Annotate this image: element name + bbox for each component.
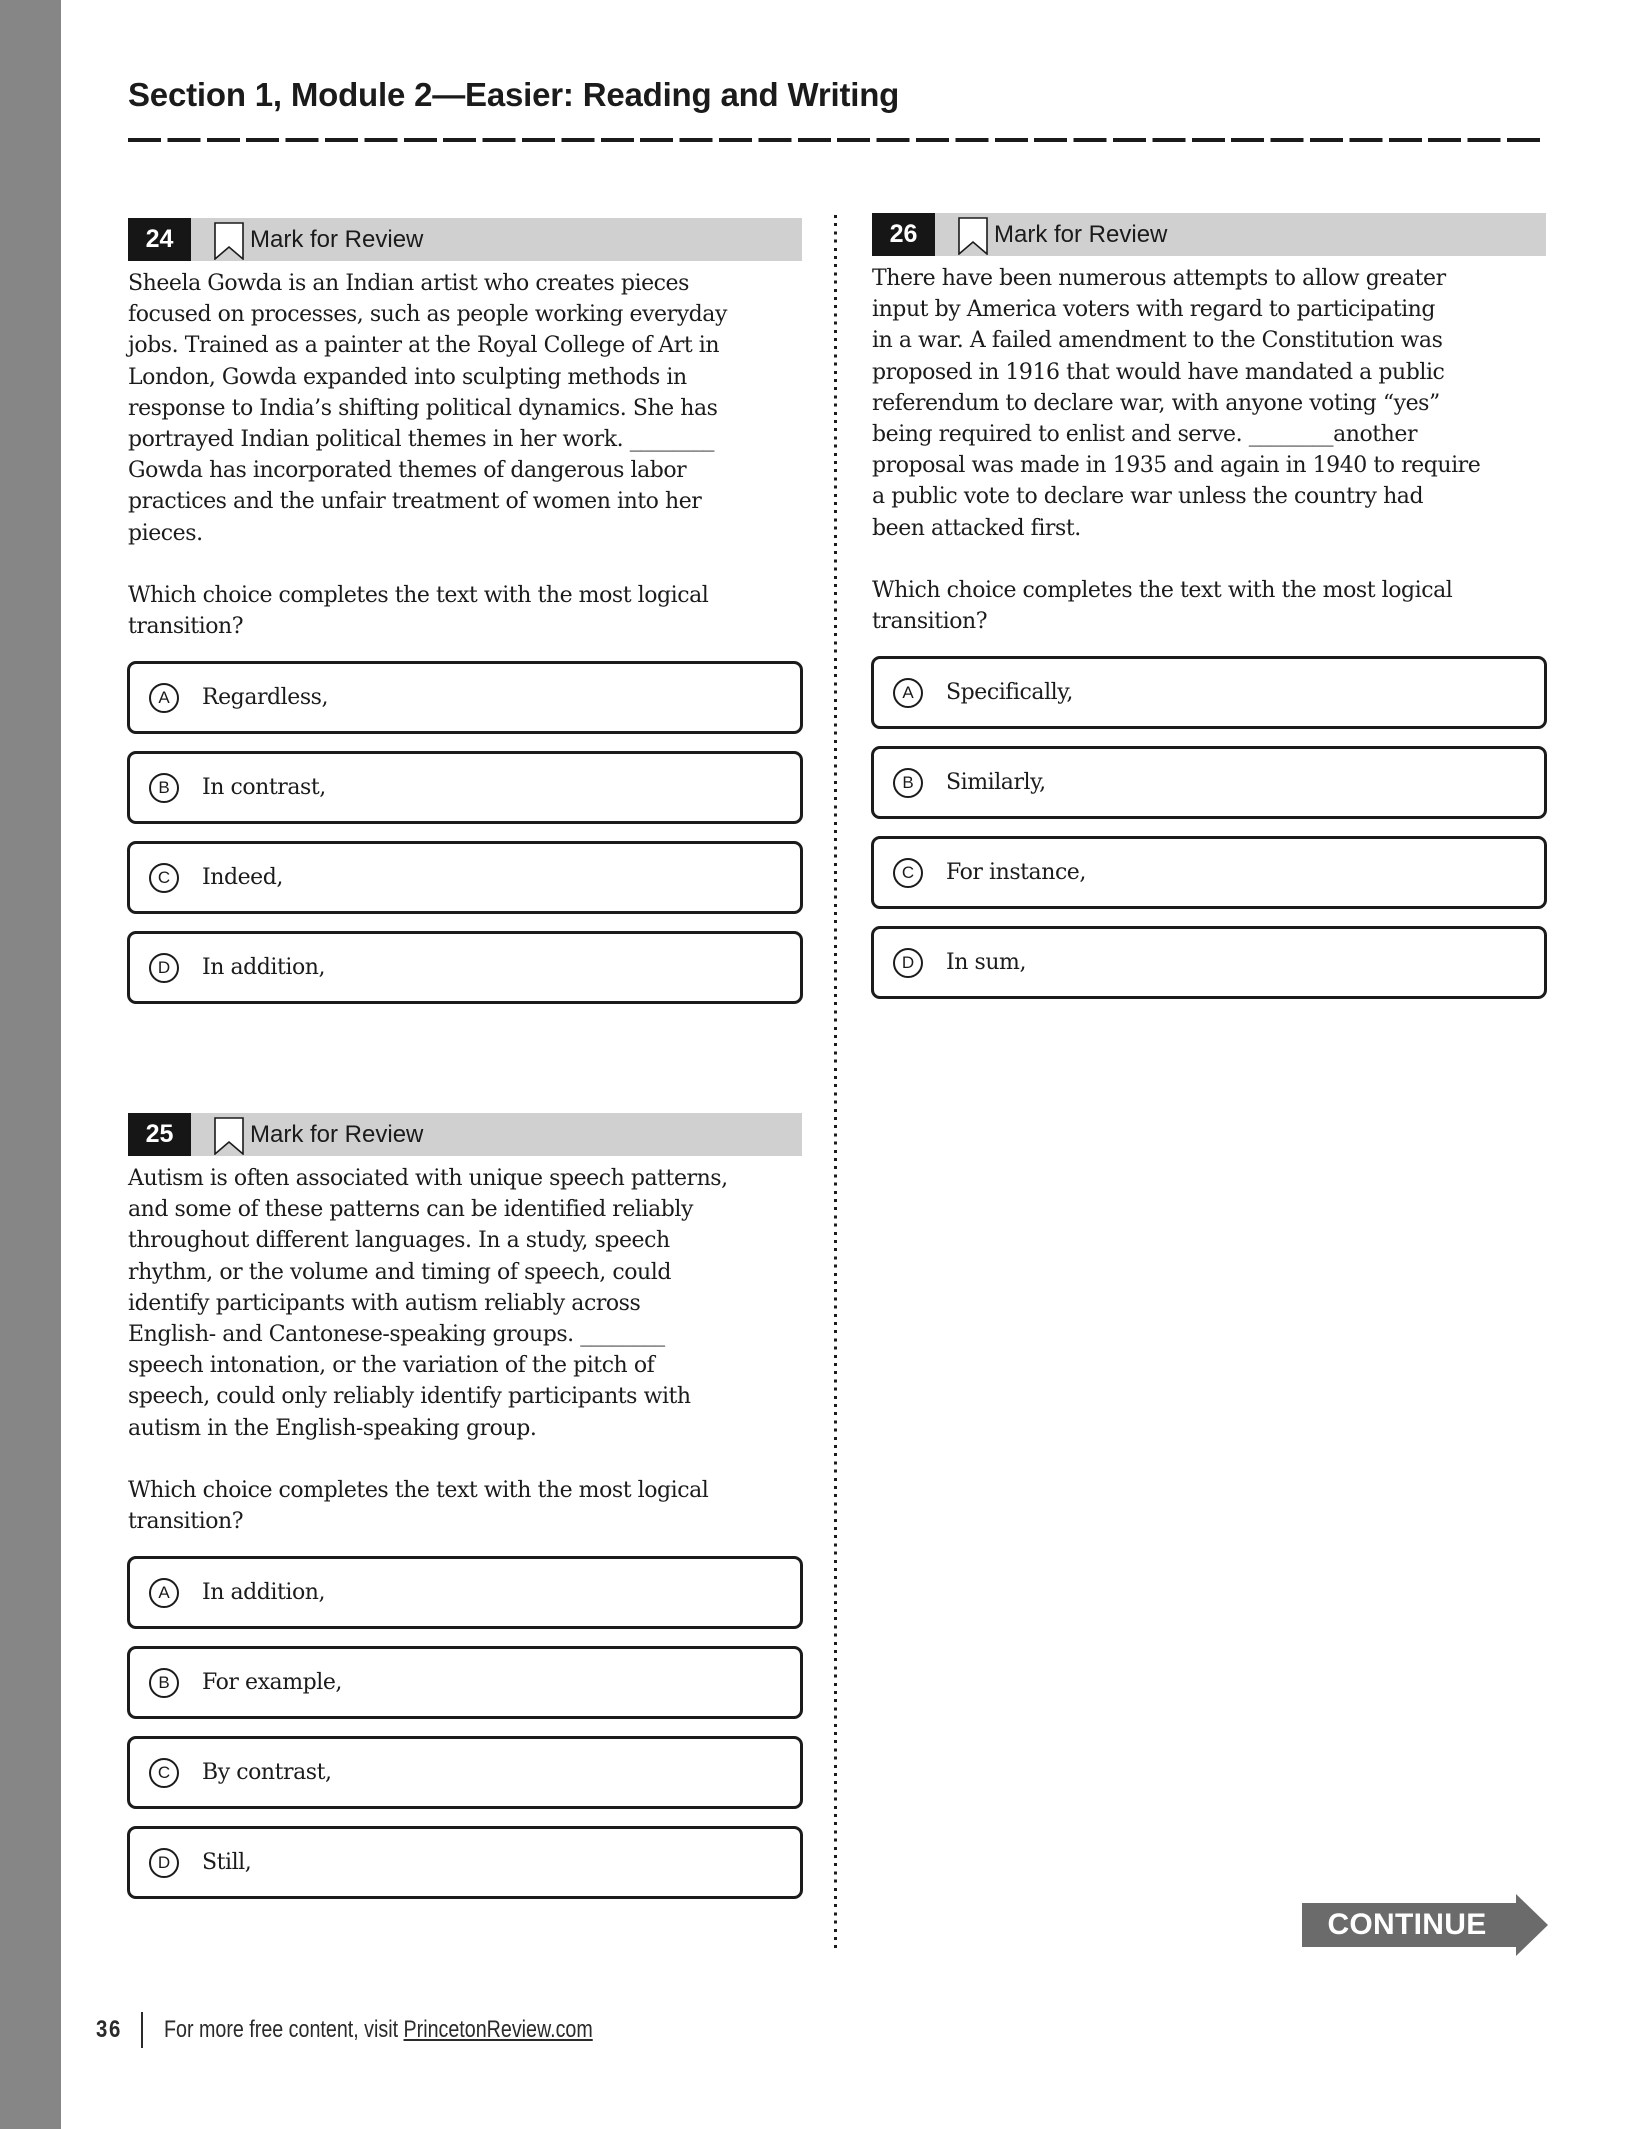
passage-line: a public vote to declare war unless the country had <box>872 484 1424 510</box>
passage-line: being required to enlist and serve. ________another <box>872 421 1418 447</box>
passage-line: proposal was made in 1935 and again in 1940 to require <box>872 453 1481 479</box>
mark-for-review-label[interactable]: Mark for Review <box>994 221 1168 248</box>
continue-button[interactable] <box>1302 1894 1548 1956</box>
choice-text: Regardless, <box>202 685 329 710</box>
question-number: 24 <box>128 218 191 261</box>
passage-line: in a war. A failed amendment to the Constitution was <box>872 328 1443 354</box>
question-25-header <box>128 1113 802 1156</box>
choice-text: Still, <box>202 1850 252 1875</box>
column-divider <box>834 215 837 1948</box>
bookmark-icon[interactable] <box>213 222 245 260</box>
question-24-choice-a[interactable] <box>127 661 803 734</box>
question-26-choice-d[interactable] <box>871 926 1547 999</box>
choice-text: For instance, <box>946 860 1086 885</box>
choice-text: In addition, <box>202 1580 326 1605</box>
prompt-line: Which choice completes the text with the most logical <box>128 1478 709 1503</box>
choice-text: In sum, <box>946 950 1027 975</box>
prompt-line: transition? <box>872 609 988 635</box>
prompt-line: Which choice completes the text with the most logical <box>872 578 1453 603</box>
passage-line: Sheela Gowda is an Indian artist who creates pieces <box>128 271 689 296</box>
passage-line: Gowda has incorporated themes of dangerous labor <box>128 458 687 484</box>
page-edge-bar <box>0 0 61 2129</box>
choice-text: In contrast, <box>202 775 326 800</box>
passage-line: focused on processes, such as people working everyday <box>128 302 727 328</box>
question-number: 26 <box>872 213 935 256</box>
choice-letter-icon: D <box>893 948 923 978</box>
choice-letter-icon: A <box>893 678 923 708</box>
passage-line: speech, could only reliably identify participants with <box>128 1384 691 1410</box>
choice-letter-icon: B <box>149 1668 179 1698</box>
question-26-prompt <box>872 575 1452 637</box>
bookmark-icon[interactable] <box>213 1117 245 1155</box>
question-24-header <box>128 218 802 261</box>
question-26-header <box>872 213 1546 256</box>
question-24-prompt <box>128 580 708 642</box>
page-number: 36 <box>96 2016 123 2043</box>
choice-letter-icon: B <box>149 773 179 803</box>
passage-line: pieces. <box>128 520 203 546</box>
question-26-choice-c[interactable] <box>871 836 1547 909</box>
question-24-choice-c[interactable] <box>127 841 803 914</box>
question-24-passage <box>128 268 727 549</box>
question-25-choice-c[interactable] <box>127 1736 803 1809</box>
question-24-choice-d[interactable] <box>127 931 803 1004</box>
question-25-passage <box>128 1163 728 1444</box>
passage-line: Autism is often associated with unique speech patterns, <box>128 1166 728 1191</box>
choice-letter-icon: A <box>149 1578 179 1608</box>
question-25-choice-b[interactable] <box>127 1646 803 1719</box>
princeton-review-link[interactable]: PrincetonReview.com <box>403 2016 593 2043</box>
question-26-choice-a[interactable] <box>871 656 1547 729</box>
choice-letter-icon: A <box>149 683 179 713</box>
passage-line: input by America voters with regard to participating <box>872 297 1436 323</box>
continue-label: CONTINUE <box>1327 1908 1487 1941</box>
passage-line: proposed in 1916 that would have mandated a public <box>872 359 1445 385</box>
choice-text: Similarly, <box>946 770 1046 795</box>
bookmark-icon[interactable] <box>957 217 989 255</box>
choice-letter-icon: D <box>149 953 179 983</box>
choice-text: For example, <box>202 1670 342 1695</box>
passage-line: referendum to declare war, with anyone voting “yes” <box>872 390 1440 416</box>
passage-line: been attacked first. <box>872 515 1081 541</box>
choice-text: By contrast, <box>202 1760 332 1785</box>
passage-line: throughout different languages. In a study, speech <box>128 1228 670 1254</box>
prompt-line: transition? <box>128 614 244 640</box>
choice-text: Indeed, <box>202 865 283 890</box>
footer-divider <box>141 2012 143 2048</box>
question-25-prompt <box>128 1475 708 1537</box>
footer-label: For more free content, visit <box>164 2016 404 2043</box>
passage-line: speech intonation, or the variation of the pitch of <box>128 1353 655 1379</box>
question-number: 25 <box>128 1113 191 1156</box>
choice-text: In addition, <box>202 955 326 980</box>
prompt-line: transition? <box>128 1509 244 1535</box>
mark-for-review-label[interactable]: Mark for Review <box>250 1121 424 1148</box>
passage-line: identify participants with autism reliably across <box>128 1290 641 1316</box>
choice-letter-icon: C <box>149 1758 179 1788</box>
question-24-choice-b[interactable] <box>127 751 803 824</box>
choice-text: Specifically, <box>946 680 1073 705</box>
passage-line: jobs. Trained as a painter at the Royal College of Art in <box>128 333 720 359</box>
passage-line: and some of these patterns can be identified reliably <box>128 1197 693 1223</box>
passage-line: response to India’s shifting political dynamics. She has <box>128 395 718 421</box>
passage-line: rhythm, or the volume and timing of speech, could <box>128 1259 671 1285</box>
choice-letter-icon: C <box>893 858 923 888</box>
passage-line: There have been numerous attempts to allow greater <box>872 266 1446 291</box>
choice-letter-icon: B <box>893 768 923 798</box>
mark-for-review-label[interactable]: Mark for Review <box>250 226 424 253</box>
passage-line: English- and Cantonese-speaking groups. ________ <box>128 1321 665 1347</box>
passage-line: autism in the English-speaking group. <box>128 1415 537 1441</box>
prompt-line: Which choice completes the text with the most logical <box>128 583 709 608</box>
title-dashed-rule <box>128 138 1546 142</box>
passage-line: London, Gowda expanded into sculpting methods in <box>128 364 687 390</box>
question-26-passage <box>872 263 1480 544</box>
question-25-choice-a[interactable] <box>127 1556 803 1629</box>
question-25-choice-d[interactable] <box>127 1826 803 1899</box>
question-26-choice-b[interactable] <box>871 746 1547 819</box>
passage-line: practices and the unfair treatment of women into her <box>128 489 702 515</box>
choice-letter-icon: D <box>149 1848 179 1878</box>
footer-text <box>164 2016 593 2044</box>
choice-letter-icon: C <box>149 863 179 893</box>
passage-line: portrayed Indian political themes in her work. ________ <box>128 426 715 452</box>
section-title: Section 1, Module 2—Easier: Reading and Writing <box>128 76 900 113</box>
